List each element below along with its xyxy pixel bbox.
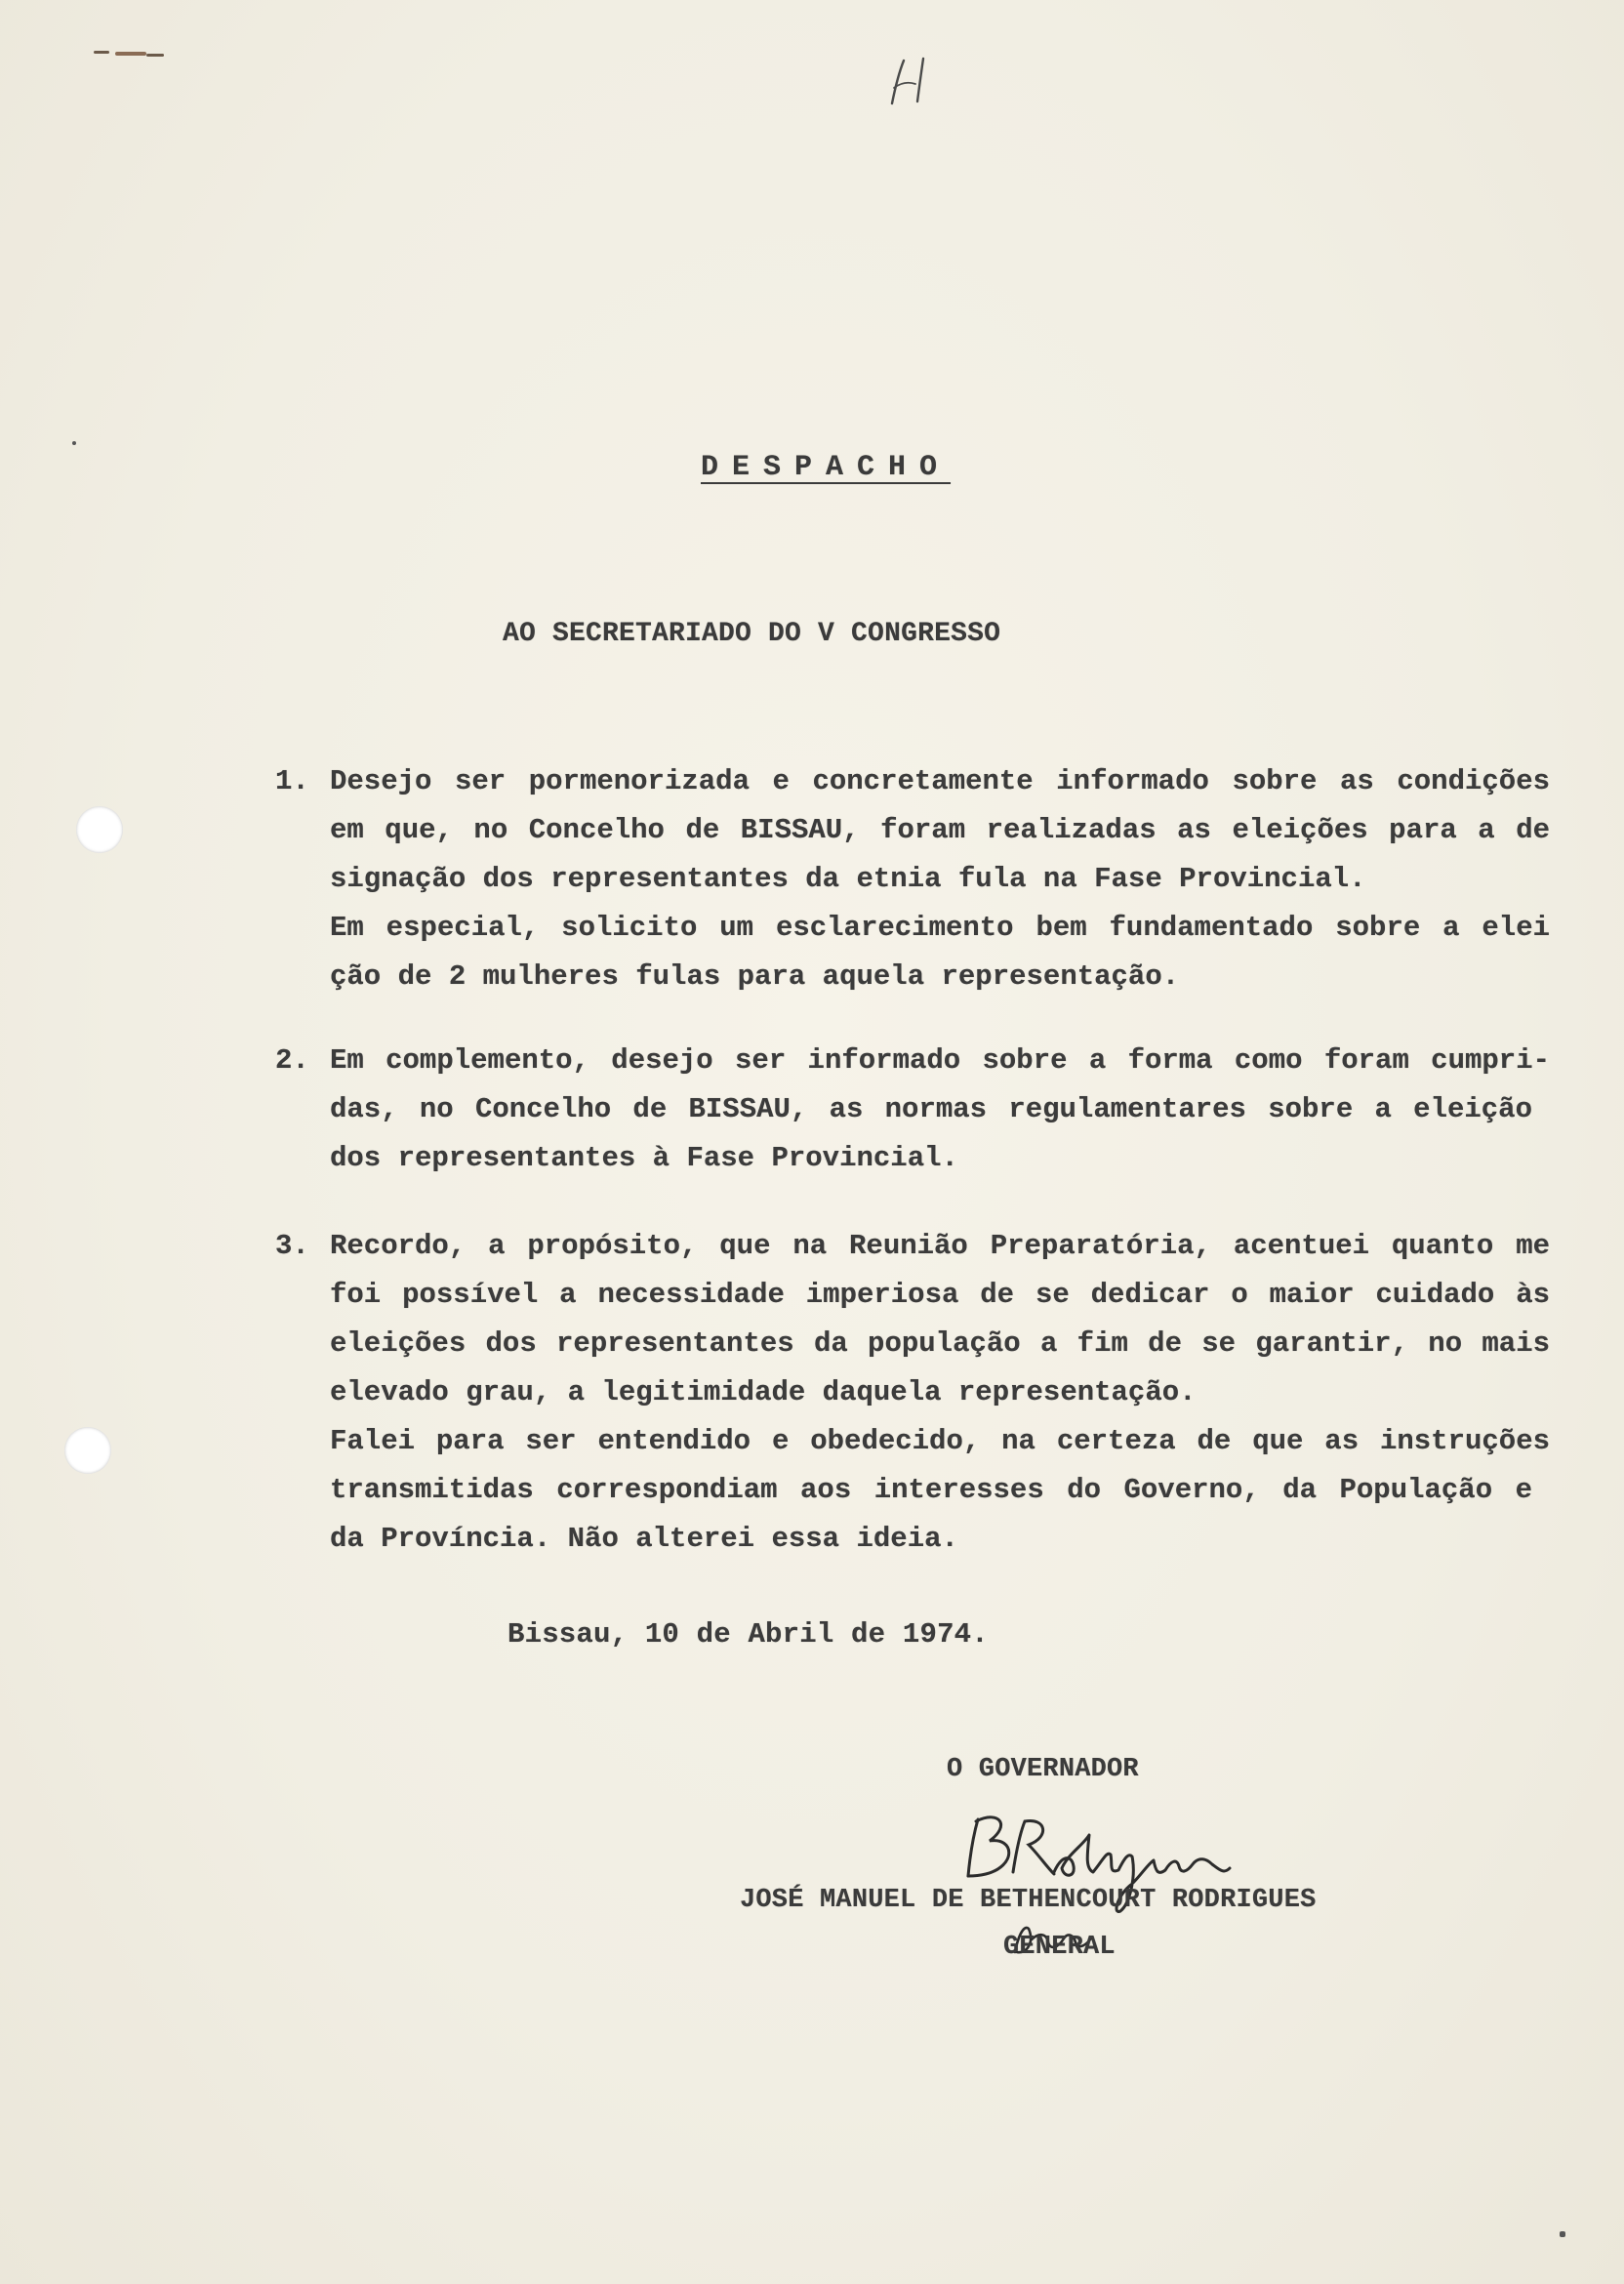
paragraph-line: Recordo, a propósito, que na Reunião Preparatória, acentuei quanto me — [330, 1230, 1550, 1262]
paragraph-line: dos representantes à Fase Provincial. — [330, 1142, 958, 1174]
paragraph-line: signação dos representantes da etnia fula na Fase Provincial. — [330, 863, 1366, 895]
ink-speck — [72, 441, 76, 445]
signatory-name: JOSÉ MANUEL DE BETHENCOURT RODRIGUES — [740, 1886, 1317, 1915]
paragraph-line: foi possível a necessidade imperiosa de se dedicar o maior cuidado às — [330, 1279, 1550, 1311]
ink-speck — [1560, 2231, 1565, 2237]
paragraph-line: em que, no Concelho de BISSAU, foram realizadas as eleições para a de — [330, 814, 1550, 846]
paragraph-number: 2. — [275, 1044, 309, 1077]
punch-hole-bottom — [64, 1427, 111, 1474]
paragraph-line: ção de 2 mulheres fulas para aquela representação. — [330, 960, 1180, 993]
handwritten-page-mark — [874, 55, 943, 113]
document-title: DESPACHO — [701, 451, 952, 484]
paragraph-line: Falei para ser entendido e obedecido, na certeza de que as instruções — [330, 1425, 1550, 1457]
ink-speck — [146, 54, 164, 57]
paragraph-line: da Província. Não alterei essa ideia. — [330, 1523, 958, 1555]
ink-speck — [115, 52, 146, 56]
paragraph-number: 1. — [275, 765, 309, 797]
document-addressee: AO SECRETARIADO DO V CONGRESSO — [503, 619, 1001, 649]
punch-hole-top — [76, 806, 123, 853]
paragraph-number: 3. — [275, 1230, 309, 1262]
signatory-office: O GOVERNADOR — [947, 1755, 1139, 1784]
paragraph-line: Em complemento, desejo ser informado sobre a forma como foram cumpri- — [330, 1044, 1550, 1077]
place-date: Bissau, 10 de Abril de 1974. — [508, 1618, 989, 1651]
paragraph-line: Desejo ser pormenorizada e concretamente informado sobre as condições — [330, 765, 1550, 797]
signatory-rank: GENERAL — [1003, 1933, 1116, 1962]
paragraph-line: elevado grau, a legitimidade daquela representação. — [330, 1376, 1197, 1408]
paragraph-line: Em especial, solicito um esclarecimento bem fundamentado sobre a elei — [330, 912, 1550, 944]
paragraph-line: transmitidas correspondiam aos interesses do Governo, da População e — [330, 1474, 1532, 1506]
paragraph-line: das, no Concelho de BISSAU, as normas regulamentares sobre a eleição — [330, 1093, 1532, 1125]
paragraph-line: eleições dos representantes da população a fim de se garantir, no mais — [330, 1327, 1550, 1360]
ink-speck — [94, 51, 109, 54]
